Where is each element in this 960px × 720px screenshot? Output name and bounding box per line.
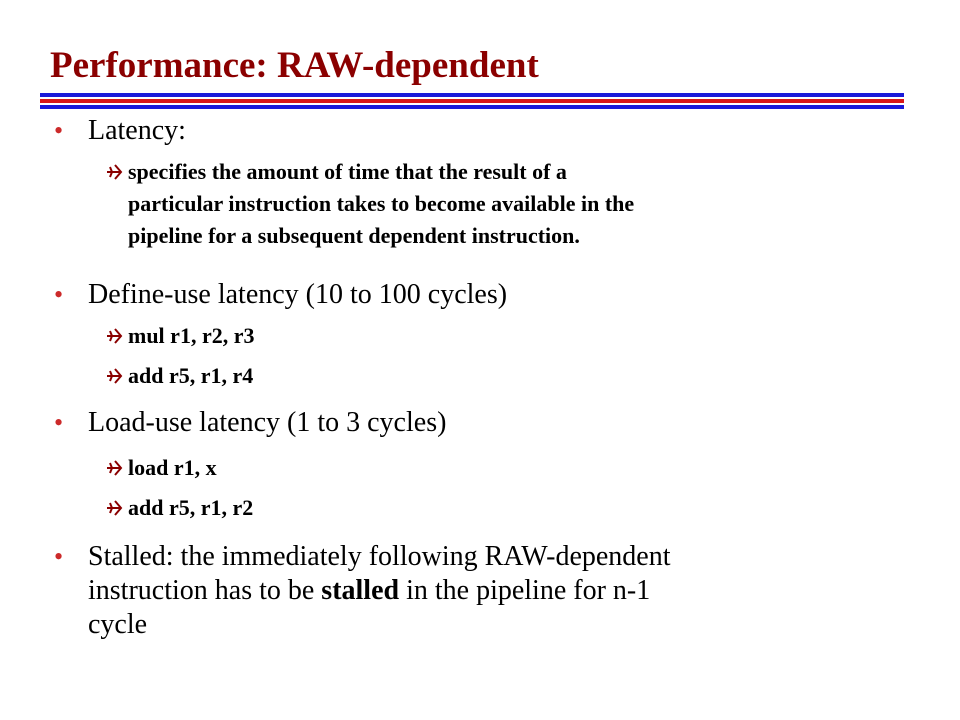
airplane-icon: [104, 322, 124, 350]
bullet-text: Load-use latency (1 to 3 cycles): [88, 407, 447, 438]
bullet-line-part: instruction has to be: [88, 575, 315, 606]
bullet-line: Stalled: the immediately following RAW-dependent: [88, 541, 671, 572]
bullet-marker: •: [54, 542, 64, 571]
bullet-text: Latency:: [88, 115, 186, 146]
airplane-icon: [104, 362, 124, 390]
sub-text: add r5, r1, r4: [128, 363, 254, 388]
bullet-text: [88, 540, 671, 642]
bullet-marker: •: [54, 408, 64, 437]
bullet-bold-word: stalled: [321, 575, 400, 606]
sub-line: particular instruction takes to become available in the: [128, 191, 635, 216]
sub-text: load r1, x: [128, 455, 217, 480]
airplane-icon: [104, 158, 124, 186]
sub-text: mul r1, r2, r3: [128, 323, 255, 348]
sub-text: [128, 156, 868, 252]
bullet-marker: •: [54, 280, 64, 309]
sub-line: pipeline for a subsequent dependent instruction.: [128, 223, 580, 248]
sub-text: add r5, r1, r2: [128, 495, 254, 520]
airplane-icon: [104, 454, 124, 482]
bullet-marker: •: [54, 116, 64, 145]
title-rule-blue-2: [40, 105, 904, 109]
airplane-icon: [104, 494, 124, 522]
page-title: Performance: RAW-dependent: [50, 45, 539, 86]
sub-line: specifies the amount of time that the result of a: [128, 159, 567, 184]
bullet-line-part: in the pipeline for n-1: [406, 575, 651, 606]
bullet-text: Define-use latency (10 to 100 cycles): [88, 279, 508, 310]
bullet-line: [88, 574, 671, 608]
bullet-line: cycle: [88, 609, 148, 640]
